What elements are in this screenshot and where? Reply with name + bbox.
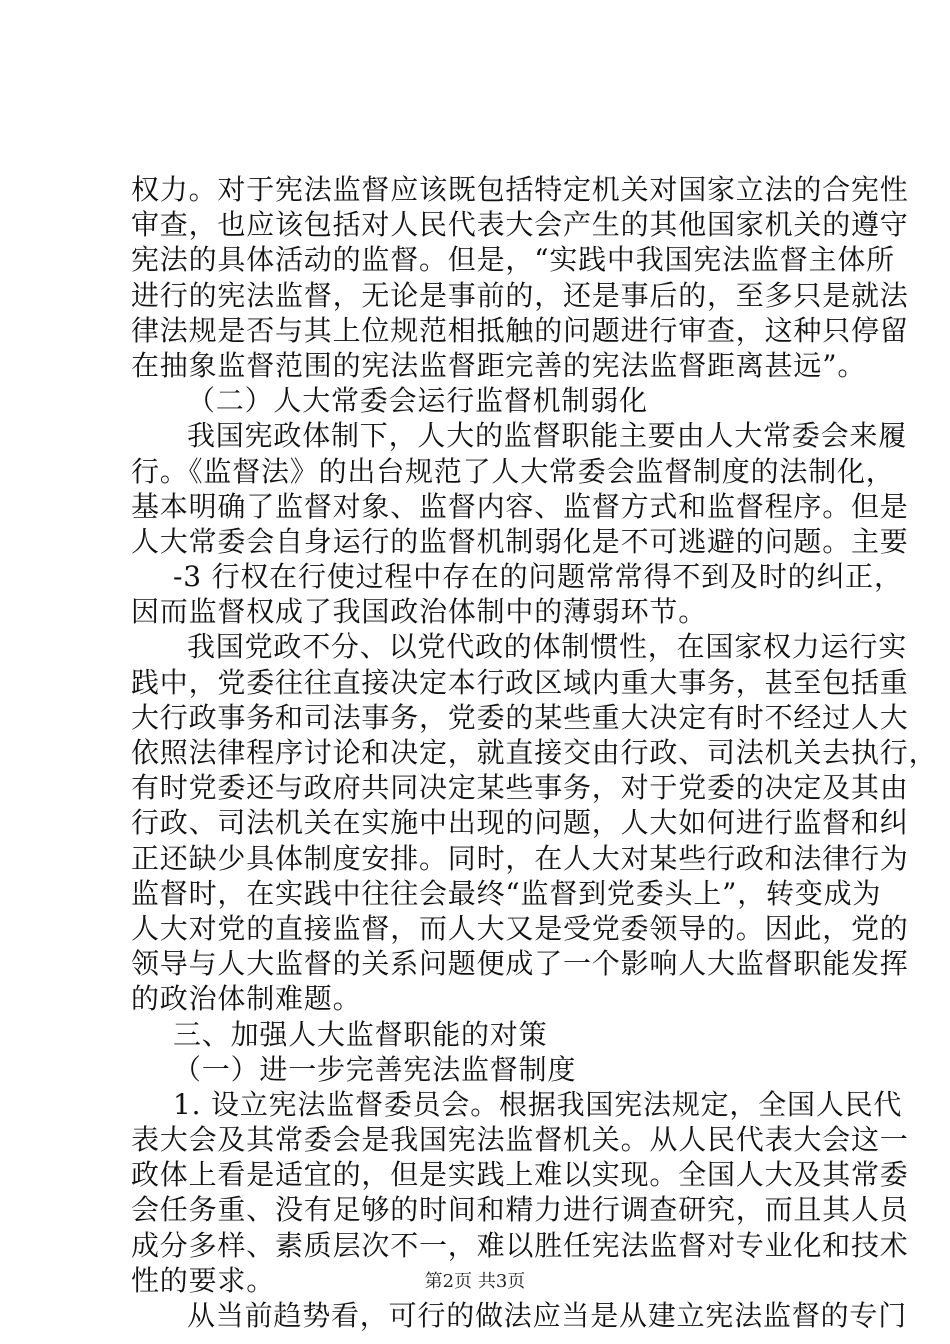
text-line: 因而监督权成了我国政治体制中的薄弱环节。: [131, 595, 708, 629]
text-line: 正还缺少具体制度安排。同时，在人大对某些行政和法律行为: [131, 841, 909, 875]
text-line: 成分多样、素质层次不一，难以胜任宪法监督对专业化和技术: [131, 1228, 909, 1262]
text-line: 基本明确了监督对象、监督内容、监督方式和监督程序。但是: [131, 489, 909, 523]
text-line: 的政治体制难题。: [131, 982, 362, 1016]
text-line: 进行的宪法监督，无论是事前的，还是事后的，至多只是就法: [131, 278, 909, 312]
text-line: 依照法律程序讨论和决定，就直接交由行政、司法机关去执行，: [131, 736, 938, 769]
text-line: -3 行权在行使过程中存在的问题常常得不到及时的纠正，: [173, 560, 903, 594]
page-number: 第2页 共3页: [424, 1271, 526, 1292]
section-heading: （一）进一步完善宪法监督制度: [173, 1052, 577, 1086]
text-line: 行。《监督法》的出台规范了人大常委会监督制度的法制化，: [131, 454, 895, 488]
document-body: [131, 172, 938, 1333]
text-line: 我国宪政体制下，人大的监督职能主要由人大常委会来履: [187, 419, 908, 453]
text-line: 在抽象监督范围的宪法监督距完善的宪法监督距离甚远”。: [131, 348, 867, 382]
text-line: 践中，党委往往直接决定本行政区域内重大事务，甚至包括重: [131, 665, 909, 699]
text-line: 我国党政不分、以党代政的体制惯性，在国家权力运行实: [187, 630, 908, 664]
text-line: 人大常委会自身运行的监督机制弱化是不可逃避的问题。主要: [131, 524, 909, 558]
text-line: 有时党委还与政府共同决定某些事务，对于党委的决定及其由: [131, 771, 909, 805]
section-heading: （二）人大常委会运行监督机制弱化: [187, 384, 648, 418]
text-line: 领导与人大监督的关系问题便成了一个影响人大监督职能发挥: [131, 947, 909, 981]
text-line: 监督时，在实践中往往会最终“监督到党委头上”，转变成为: [131, 876, 882, 910]
section-heading: 三、加强人大监督职能的对策: [173, 1017, 548, 1051]
text-line: 人大对党的直接监督，而人大又是受党委领导的。因此，党的: [131, 911, 909, 945]
text-line: 律法规是否与其上位规范相抵触的问题进行审查，这种只停留: [131, 313, 909, 347]
text-line: 审查，也应该包括对人民代表大会产生的其他国家机关的遵守: [131, 208, 909, 242]
text-line: 大行政事务和司法事务，党委的某些重大决定有时不经过人大: [131, 700, 909, 734]
text-line: 会任务重、没有足够的时间和精力进行调查研究，而且其人员: [131, 1193, 909, 1227]
text-line: 行政、司法机关在实施中出现的问题，人大如何进行监督和纠: [131, 806, 909, 840]
text-line: 政体上看是适宜的，但是实践上难以实现。全国人大及其常委: [131, 1158, 909, 1192]
text-line: 宪法的具体活动的监督。但是，“实践中我国宪法监督主体所: [131, 243, 895, 277]
text-line: 1. 设立宪法监督委员会。根据我国宪法规定，全国人民代: [173, 1087, 903, 1121]
text-line: 权力。对于宪法监督应该既包括特定机关对国家立法的合宪性: [131, 173, 909, 206]
text-line: 从当前趋势看，可行的做法应当是从建立宪法监督的专门: [187, 1299, 908, 1332]
page-footer: [0, 1270, 950, 1294]
text-line: 表大会及其常委会是我国宪法监督机关。从人民代表大会这一: [131, 1123, 909, 1157]
text-line: 性的要求。: [131, 1263, 276, 1297]
